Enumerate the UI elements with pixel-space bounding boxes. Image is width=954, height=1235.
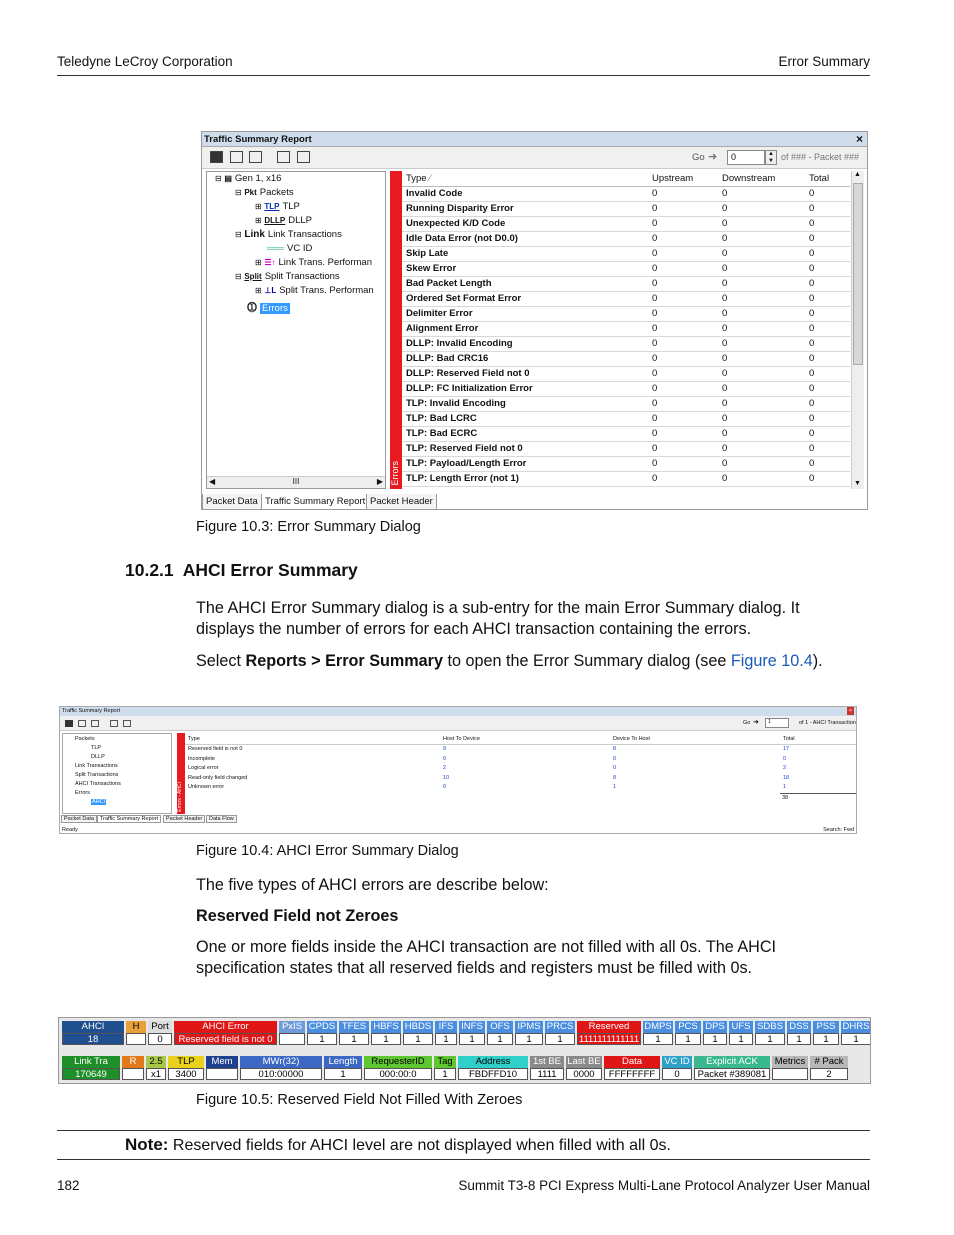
error-type: Idle Data Error (not D0.0) [406, 233, 518, 244]
ahci-error-count: 2 [783, 765, 787, 771]
split-perf-icon: ⊥L [264, 286, 277, 295]
error-type: Skew Error [406, 263, 457, 274]
error-type: Skip Late [406, 248, 449, 259]
ahci-error-type: Logical error [188, 765, 219, 771]
trace-field[interactable]: Explicit ACK Packet #389081 [694, 1056, 770, 1080]
error-count: 0 [809, 248, 815, 259]
section-heading: 10.2.1 AHCI Error Summary [125, 560, 358, 580]
ahci-error-count: 8 [613, 774, 617, 781]
ahci-error-type: Unknown error [188, 784, 225, 790]
ahci-tree-item[interactable]: AHCI [92, 799, 106, 805]
error-type: DLLP: Invalid Encoding [406, 338, 513, 349]
error-count: 0 [722, 398, 728, 409]
ahci-titlebar: Traffic Summary Report × [60, 707, 856, 716]
copy-icon[interactable] [277, 151, 290, 163]
table-row[interactable] [402, 457, 850, 472]
error-count: 0 [652, 278, 658, 289]
error-count: 0 [722, 428, 728, 439]
error-summary-dialog-screenshot [201, 131, 868, 510]
error-count: 0 [809, 188, 815, 199]
ahci-status-ready: Ready [62, 827, 78, 833]
go-input[interactable]: 0 [727, 150, 765, 165]
go-label: Go [692, 152, 705, 163]
header-rule [57, 75, 870, 76]
ahci-tree-item[interactable]: DLLP [91, 754, 105, 760]
computer-icon: ▤ [224, 174, 232, 183]
trace-field[interactable]: 2.5 x1 [146, 1056, 166, 1080]
error-count: 0 [652, 443, 658, 454]
error-count: 0 [722, 233, 728, 244]
table-row[interactable] [402, 202, 850, 217]
of-label: of ### - Packet ### [781, 152, 860, 162]
trace-field[interactable]: Mem [206, 1056, 238, 1080]
error-type: Invalid Code [406, 188, 463, 199]
table-row[interactable] [402, 412, 850, 427]
page-number: 182 [57, 1178, 80, 1193]
error-count: 0 [722, 248, 728, 259]
table-row[interactable] [402, 352, 850, 367]
ahci-of-label: of 1 - AHCI Transaction [799, 720, 856, 726]
running-header-right: Error Summary [778, 54, 870, 69]
ahci-side-bar: Errors - AHCI [177, 733, 185, 814]
figure-link[interactable]: Figure 10.4 [730, 652, 813, 670]
trace-field[interactable]: VC ID 0 [662, 1056, 692, 1080]
error-type: Alignment Error [406, 323, 479, 334]
error-count: 0 [652, 338, 658, 349]
tree-item-split-perf[interactable]: ⊞ ⊥L Split Trans. Performan [255, 285, 374, 296]
error-count: 0 [809, 308, 815, 319]
error-type: Bad Packet Length [406, 278, 492, 289]
ahci-error-count: 17 [783, 746, 790, 752]
error-count: 0 [809, 323, 815, 334]
trace-field[interactable]: DHRS 1 [842, 1021, 870, 1045]
error-type: TLP: Bad LCRC [406, 413, 477, 424]
error-count: 0 [809, 203, 815, 214]
error-count: 0 [722, 263, 728, 274]
error-type: DLLP: Bad CRC16 [406, 353, 489, 364]
tree-item-packets[interactable]: ⊟ Pkt Packets [235, 187, 294, 198]
ahci-tree-item[interactable]: Packets [75, 736, 95, 742]
figure-caption-3: Figure 10.5: Reserved Field Not Filled With Zeroes [196, 1092, 523, 1108]
ahci-error-count: 0 [613, 765, 617, 771]
tab-packet-header[interactable]: Packet Header [366, 494, 437, 510]
para-ahci-intro: The AHCI Error Summary dialog is a sub-entry for the main Error Summary dialog. It displays the number of errors for each AHCI transaction containing the errors. [196, 599, 800, 638]
save-icon[interactable] [210, 151, 223, 163]
trace-field[interactable]: PSS 1 [813, 1021, 839, 1045]
figure-caption-1: Figure 10.3: Error Summary Dialog [196, 519, 421, 535]
error-count: 0 [809, 338, 815, 349]
error-type: Delimiter Error [406, 308, 473, 319]
error-count: 0 [809, 383, 815, 394]
ahci-error-count: 8 [613, 746, 617, 752]
error-count: 0 [809, 443, 815, 454]
ahci-col-type[interactable]: Type [188, 736, 200, 742]
error-count: 0 [809, 413, 815, 424]
error-count: 0 [652, 233, 658, 244]
ahci-tree-item[interactable]: Errors [75, 790, 90, 796]
ahci-error-count: 9 [443, 746, 447, 752]
table-row[interactable] [402, 217, 850, 232]
ahci-go-label: Go [743, 720, 751, 726]
ahci-error-summary-screenshot [59, 706, 857, 834]
dialog-titlebar [202, 132, 867, 147]
perf-icon: ☰↑ [264, 258, 276, 267]
error-count: 0 [722, 308, 728, 319]
ahci-error-count: 0 [613, 755, 617, 762]
ahci-toolbar [60, 716, 856, 731]
error-type: DLLP: Reserved Field not 0 [406, 368, 530, 379]
table-row[interactable] [402, 367, 850, 382]
col-upstream[interactable]: Upstream [652, 173, 694, 184]
go-spinner[interactable]: ▲ ▼ [765, 150, 777, 165]
error-count: 0 [652, 383, 658, 394]
error-type: DLLP: FC Initialization Error [406, 383, 533, 394]
trace-field[interactable]: PxIS [279, 1021, 305, 1045]
table-row[interactable] [402, 292, 850, 307]
link-icon: Link [244, 229, 265, 240]
split-icon: Split [244, 272, 262, 281]
trace-field[interactable]: Reserved 1111111111111 [578, 1021, 640, 1045]
table-row[interactable] [402, 397, 850, 412]
error-count: 0 [652, 203, 658, 214]
ahci-go-input[interactable]: 1 [765, 718, 789, 728]
trace-field[interactable]: Address FBDFFD10 [458, 1056, 528, 1080]
close-icon[interactable]: × [855, 132, 863, 146]
error-count: 0 [652, 263, 658, 274]
tree-hscroll[interactable]: ◀ III ▶ [209, 477, 383, 486]
table-row[interactable] [402, 307, 850, 322]
ahci-col-total[interactable]: Total [783, 736, 795, 742]
ahci-tab-traffic-summary[interactable]: Traffic Summary Report [97, 815, 161, 823]
print-icon[interactable] [249, 151, 262, 163]
error-count: 0 [722, 188, 728, 199]
error-type: TLP: Length Error (not 1) [406, 473, 519, 484]
table-row[interactable] [402, 232, 850, 247]
tree-item-gen[interactable]: ⊟ ▤ Gen 1, x16 [215, 173, 282, 184]
error-count: 0 [809, 353, 815, 364]
error-count: 0 [809, 218, 815, 229]
ahci-tabs [60, 815, 857, 824]
ahci-tree [62, 733, 172, 814]
ahci-tree-item[interactable]: Link Transactions [75, 763, 118, 769]
figure-caption-2: Figure 10.4: AHCI Error Summary Dialog [196, 843, 459, 859]
error-count: 0 [722, 353, 728, 364]
trace-field[interactable]: Link Tra 170649 [62, 1056, 120, 1080]
tree-item-split-transactions[interactable]: ⊟ Split Split Transactions [235, 271, 340, 282]
ahci-go-arrow-icon[interactable]: ➜ [753, 719, 759, 726]
trace-field[interactable]: TFES 1 [339, 1021, 369, 1045]
trace-field[interactable]: CPDS 1 [308, 1021, 336, 1045]
error-count: 0 [652, 308, 658, 319]
ahci-error-count: 0 [783, 755, 787, 762]
trace-field[interactable]: 1st BE 1111 [530, 1056, 564, 1080]
error-count: 0 [652, 398, 658, 409]
error-count: 0 [652, 353, 658, 364]
error-count: 0 [722, 338, 728, 349]
error-count: 0 [722, 458, 728, 469]
trace-field[interactable]: IPMS 1 [515, 1021, 543, 1045]
error-count: 0 [652, 473, 658, 484]
para-select: Select Reports > Error Summary to open the Error Summary dialog (see Figure 10.4). [196, 652, 823, 670]
trace-field[interactable]: Port 0 [148, 1021, 172, 1045]
go-arrow-icon[interactable]: ➜ [708, 151, 718, 163]
ahci-tab-packet-data[interactable]: Packet Data [61, 815, 97, 823]
ahci-tree-item[interactable]: AHCI Transactions [75, 781, 121, 787]
ahci-close-icon[interactable]: × [848, 708, 853, 714]
error-count: 0 [722, 383, 728, 394]
tab-traffic-summary-report[interactable]: Traffic Summary Report [261, 494, 369, 510]
ahci-error-count: 18 [783, 774, 790, 781]
trace-field[interactable]: AHCI 18 [62, 1021, 124, 1045]
tree-item-link-perf[interactable]: ⊞ ☰↑ Link Trans. Performan [255, 257, 372, 268]
reserved-field-trace-screenshot [58, 1017, 871, 1084]
tree-item-vc-id[interactable]: ═══ VC ID [267, 243, 313, 254]
error-count: 0 [722, 413, 728, 424]
ahci-tree-item[interactable]: TLP [91, 745, 102, 751]
error-count: 0 [809, 473, 815, 484]
note [125, 1135, 671, 1155]
error-icon: ⓵ [247, 303, 257, 314]
col-type[interactable]: Type ⁄ [406, 173, 431, 184]
ahci-tree-item[interactable]: Split Transactions [75, 772, 119, 778]
error-count: 0 [652, 188, 658, 199]
running-header-left: Teledyne LeCroy Corporation [57, 54, 233, 69]
error-count: 0 [722, 473, 728, 484]
window-icon[interactable] [230, 151, 243, 163]
errors-side-bar: Errors [390, 171, 402, 489]
error-count: 0 [809, 398, 815, 409]
trace-field[interactable]: UFS 1 [729, 1021, 753, 1045]
table-row[interactable] [402, 337, 850, 352]
error-type: Running Disparity Error [406, 203, 514, 214]
error-count: 0 [722, 368, 728, 379]
ahci-save-icon[interactable] [65, 720, 73, 727]
trace-field[interactable]: HBDS 1 [404, 1021, 432, 1045]
error-type: Unexpected K/D Code [406, 218, 506, 229]
error-count: 0 [809, 293, 815, 304]
trace-field[interactable]: Metrics [772, 1056, 808, 1080]
trace-field[interactable]: HBFS 1 [371, 1021, 401, 1045]
col-total[interactable]: Total [809, 173, 830, 184]
note-rule-bottom [57, 1159, 870, 1160]
trace-field[interactable]: PCS 1 [675, 1021, 701, 1045]
trace-field[interactable]: MWr(32) 010:00000 [240, 1056, 322, 1080]
dialog-toolbar [202, 147, 867, 169]
table-row[interactable] [402, 472, 850, 487]
ahci-error-type: Read-only field changed [188, 774, 248, 781]
ahci-error-count: 10 [443, 774, 450, 781]
trace-field[interactable]: DSS 1 [787, 1021, 811, 1045]
trace-field[interactable]: Data FFFFFFFF [604, 1056, 660, 1080]
trace-field[interactable]: Tag 1 [434, 1056, 456, 1080]
trace-field[interactable]: TLP 3400 [168, 1056, 204, 1080]
error-count: 0 [722, 203, 728, 214]
trace-field[interactable]: R [122, 1056, 144, 1080]
note-rule-top [57, 1130, 870, 1131]
trace-field[interactable]: IFS 1 [435, 1021, 457, 1045]
ahci-copy-icon[interactable] [110, 720, 118, 727]
trace-field[interactable]: SDBS 1 [755, 1021, 785, 1045]
tree-item-errors[interactable]: ⓵ Errors [247, 299, 290, 314]
error-count: 0 [652, 368, 658, 379]
error-count: 0 [809, 458, 815, 469]
tree-item-dllp[interactable]: ⊞ DLLP DLLP [255, 215, 312, 226]
dllp-icon: DLLP [264, 216, 286, 225]
ahci-error-count: 0 [443, 755, 447, 762]
packets-icon: Pkt [244, 188, 257, 197]
trace-field[interactable]: PRCS 1 [546, 1021, 574, 1045]
trace-field[interactable]: H [126, 1021, 146, 1045]
ahci-columns-icon[interactable] [123, 720, 131, 727]
error-count: 0 [722, 278, 728, 289]
error-count: 0 [652, 218, 658, 229]
ahci-error-count: 2 [443, 765, 447, 771]
vc-icon: ═══ [267, 244, 285, 253]
trace-field[interactable]: Last BE 0000 [567, 1056, 601, 1080]
error-count: 0 [652, 323, 658, 334]
error-count: 0 [722, 443, 728, 454]
table-vscroll[interactable]: ▲ ▼ [851, 171, 864, 489]
error-table [402, 171, 850, 489]
tree-item-link-transactions[interactable]: ⊟ Link Link Transactions [235, 229, 342, 240]
para-reserved-field: One or more fields inside the AHCI transaction are not filled with all 0s. The AHCI specification states that all reserved fields and registers must be filled with 0s. [196, 938, 777, 977]
tree-item-tlp[interactable]: ⊞ TLP TLP [255, 201, 300, 212]
trace-field[interactable]: INFS 1 [459, 1021, 485, 1045]
ahci-status-search: Search: Fwd [823, 827, 854, 833]
ahci-grand-total: 38 [782, 795, 789, 801]
ahci-col-device[interactable]: Device To Host [613, 736, 650, 742]
ahci-window-icon[interactable] [78, 720, 86, 727]
error-type: TLP: Payload/Length Error [406, 458, 527, 469]
ahci-tab-packet-header[interactable]: Packet Header [163, 815, 205, 823]
table-row[interactable] [402, 247, 850, 262]
error-count: 0 [652, 458, 658, 469]
error-count: 0 [652, 413, 658, 424]
error-count: 0 [652, 248, 658, 259]
ahci-error-count: 1 [783, 784, 787, 790]
error-count: 0 [652, 428, 658, 439]
report-tree [206, 171, 386, 489]
ahci-tab-data-flow[interactable]: Data Flow [206, 815, 237, 823]
subheading-reserved-field: Reserved Field not Zeroes [196, 907, 399, 925]
tlp-icon: TLP [264, 202, 280, 211]
trace-field[interactable]: # Pack 2 [810, 1056, 848, 1080]
error-count: 0 [809, 263, 815, 274]
columns-icon[interactable] [297, 151, 310, 163]
ahci-col-host[interactable]: Host To Device [443, 736, 480, 742]
error-count: 0 [722, 293, 728, 304]
trace-field[interactable]: RequesterID 000:00:0 [364, 1056, 432, 1080]
error-count: 0 [652, 293, 658, 304]
error-count: 0 [809, 368, 815, 379]
ahci-table [185, 733, 857, 814]
trace-field[interactable]: Length 1 [324, 1056, 362, 1080]
para-five-types: The five types of AHCI errors are describe below: [196, 876, 549, 894]
trace-field[interactable]: OFS 1 [487, 1021, 513, 1045]
note-text: Reserved fields for AHCI level are not displayed when filled with all 0s. [172, 1137, 671, 1154]
error-count: 0 [809, 233, 815, 244]
error-type: TLP: Bad ECRC [406, 428, 478, 439]
table-row[interactable] [402, 427, 850, 442]
ahci-error-type: Reserved field is not 0 [188, 746, 243, 752]
note-label: Note: [125, 1135, 169, 1154]
trace-field[interactable]: DMPS 1 [644, 1021, 672, 1045]
error-type: TLP: Invalid Encoding [406, 398, 506, 409]
ahci-error-type: Incomplete [188, 755, 215, 762]
table-row[interactable] [402, 382, 850, 397]
table-row[interactable] [402, 322, 850, 337]
ahci-print-icon[interactable] [91, 720, 99, 727]
col-downstream[interactable]: Downstream [722, 173, 776, 184]
ahci-error-count: 0 [443, 784, 447, 790]
table-row[interactable] [402, 277, 850, 292]
trace-field[interactable]: DPS 1 [703, 1021, 727, 1045]
table-row[interactable] [402, 442, 850, 457]
error-type: Ordered Set Format Error [406, 293, 522, 304]
ahci-error-count: 1 [613, 784, 617, 790]
error-count: 0 [722, 218, 728, 229]
trace-field[interactable]: AHCI Error Reserved field is not 0 [174, 1021, 277, 1045]
error-type: TLP: Reserved Field not 0 [406, 443, 523, 454]
tab-packet-data[interactable]: Packet Data [202, 494, 262, 510]
error-count: 0 [722, 323, 728, 334]
error-count: 0 [809, 428, 815, 439]
dialog-title: Traffic Summary Report [204, 134, 312, 145]
table-row[interactable] [402, 262, 850, 277]
footer-title: Summit T3-8 PCI Express Multi-Lane Protocol Analyzer User Manual [458, 1178, 870, 1193]
error-count: 0 [809, 278, 815, 289]
table-row[interactable] [402, 187, 850, 202]
